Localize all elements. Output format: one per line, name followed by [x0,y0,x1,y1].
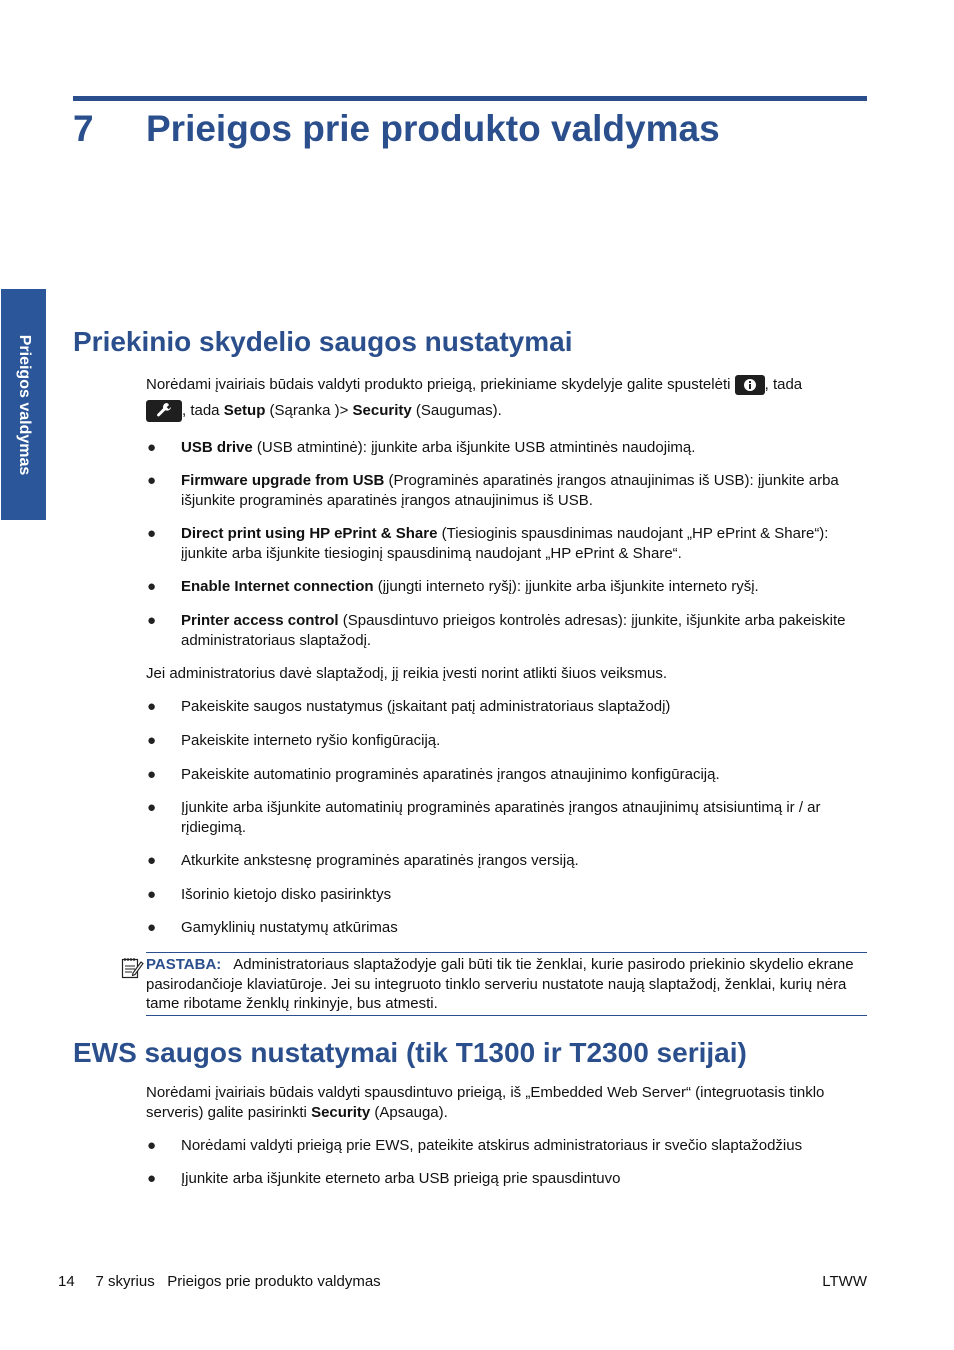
section-title-front-panel: Priekinio skydelio saugos nustatymai [73,326,573,357]
security-paren: (Saugumas). [411,402,502,419]
list-item: ● Enable Internet connection (įjungti interneto ryšį): įjunkite arba išjunkite interneto ryšį. [147,578,759,595]
note-text: Administratoriaus slaptažodyje gali būti tik tie ženklai, kurie pasirodo priekinio skydelio ekrane pasirodančioje klaviatūroje. Jei su integruoto tinklo serveriu nustatote naują slaptažodį, ženklai, kurių nėra tame ribotame ženklų rinkinyje, bus atmesti. [146,956,854,1012]
setup-label: Setup [223,402,266,419]
list-item: ● Pakeiskite interneto ryšio konfigūraciją. [147,732,441,749]
bullet-dot: ● [147,439,157,456]
bullet-dot: ● [147,698,157,715]
note-label: PASTABA: [146,956,222,973]
note-box [146,952,867,1016]
footer-locale: LTWW [822,1273,867,1290]
list-item: ● Atkurkite ankstesnę programinės aparatinės įrangos versiją. [147,852,579,869]
list-item: ● Išorinio kietojo disko pasirinktys [147,886,392,903]
intro-text-b: , tada [764,376,803,393]
intro-text-c: , tada [182,402,220,419]
bullet-dot: ● [147,799,157,816]
security-label: Security [352,402,412,419]
side-tab [1,289,46,520]
wrench-icon [146,400,182,422]
bullet-dot: ● [147,766,157,783]
list-item: ● Pakeiskite saugos nustatymus (įskaitant patį administratoriaus slaptažodį) [147,698,671,715]
bullet-dot: ● [147,525,157,542]
footer-chapter: 7 skyrius [95,1273,155,1290]
note-icon [120,955,144,979]
list-item: ● Norėdami valdyti prieigą prie EWS, pateikite atskirus administratoriaus ir svečio slaptažodžius [147,1137,803,1154]
chapter-top-rule [73,96,867,101]
list-item: ● Firmware upgrade from USB (Programinės aparatinės įrangos atnaujinimas iš USB): įjunkite arba išjunkite programinės aparatinės įrangos atnaujinimus iš USB. [147,472,839,509]
bullet-dot: ● [147,578,157,595]
bullet-dot: ● [147,1170,157,1187]
chapter-title [73,108,720,150]
bullet-dot: ● [147,732,157,749]
password-paragraph: Jei administratorius davė slaptažodį, jį reikia įvesti norint atlikti šiuos veiksmus. [146,665,668,682]
footer-title: Prieigos prie produkto valdymas [167,1273,381,1290]
setup-paren: (Sąranka )> [265,402,353,419]
bullet-dot: ● [147,1137,157,1154]
list-item: ● Direct print using HP ePrint & Share (Tiesioginis spausdinimas naudojant „HP ePrint & Share“): įjunkite arba išjunkite tiesioginį spausdinimą naudojant „HP ePrint & Share“. [147,525,829,562]
list-item: ● Printer access control (Spausdintuvo prieigos kontrolės adresas): įjunkite, išjunkite arba pakeiskite administratoriaus slaptažodį. [147,612,846,649]
list-item: ● Įjunkite arba išjunkite automatinių programinės aparatinės įrangos atnaujinimų atsisiuntimą ir / ar rįdiegimą. [147,799,821,836]
footer-page-number: 14 [58,1273,75,1290]
bullet-dot: ● [147,612,157,629]
bullet-dot: ● [147,472,157,489]
side-tab-label: Prieigos valdymas [15,334,33,475]
info-icon [735,375,765,395]
footer-left [58,1273,381,1290]
list-item: ● USB drive (USB atmintinė): įjunkite arba išjunkite USB atmintinės naudojimą. [147,439,696,456]
bullet-dot: ● [147,919,157,936]
intro-text-a: Norėdami įvairiais būdais valdyti produkto prieigą, priekiniame skydelyje galite spustelėti [146,376,731,393]
list-item: ● Pakeiskite automatinio programinės aparatinės įrangos atnaujinimo konfigūraciją. [147,766,720,783]
list-item: ● Gamyklinių nustatymų atkūrimas [147,919,398,936]
chapter-title-text: Prieigos prie produkto valdymas [146,108,720,149]
bullet-dot: ● [147,886,157,903]
section2-intro: Norėdami įvairiais būdais valdyti spausdintuvo prieigą, iš „Embedded Web Server“ (integruotasis tinklo serveris) galite pasirinkti Security (Apsauga). [146,1084,825,1121]
section1-intro [146,372,868,424]
chapter-number: 7 [73,108,94,149]
section-title-ews: EWS saugos nustatymai (tik T1300 ir T2300 serijai) [73,1037,747,1068]
list-item: ● Įjunkite arba išjunkite eterneto arba USB prieigą prie spausdintuvo [147,1170,621,1187]
ews-security-label: Security [311,1103,371,1121]
bullet-dot: ● [147,852,157,869]
